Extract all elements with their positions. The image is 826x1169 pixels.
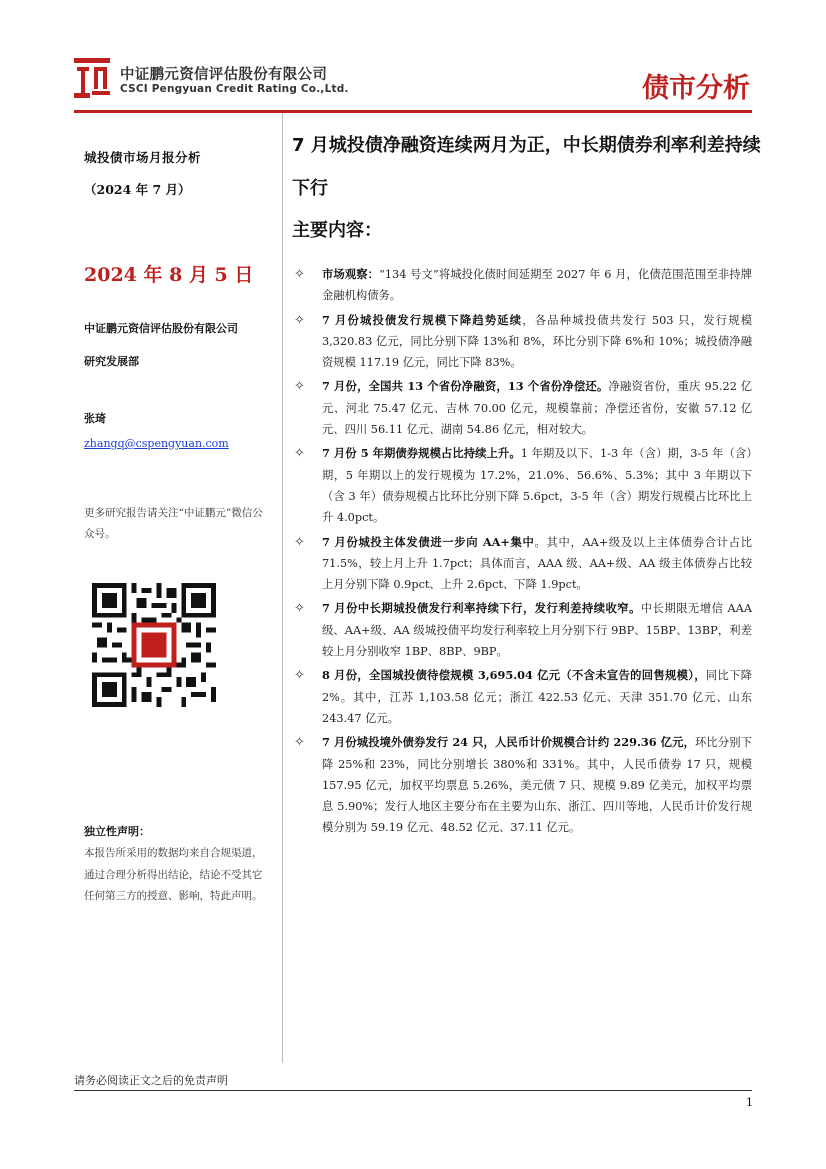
wechat-note: 更多研究报告请关注“中证鹏元”微信公众号。: [84, 507, 263, 540]
list-item: [292, 310, 752, 374]
diamond-bullet-icon: ✧: [294, 735, 305, 751]
bullet-lead: 8 月份，全国城投债待偿规模 3,695.04 亿元（不含未宣告的回售规模），: [322, 668, 706, 683]
bullet-text: ，各品种城投债共发行 503 只，发行规模 3,320.83 亿元，同比分别下降 13%和 8%，环比分别下降 6%和 10%；城投债净融资规模 117.19 亿元，同比下降 83%。: [322, 313, 752, 370]
footer-divider: [74, 1090, 752, 1091]
author-name: 张琦: [84, 412, 106, 425]
diamond-bullet-icon: ✧: [294, 534, 305, 550]
list-item: [292, 264, 752, 307]
diamond-bullet-icon: ✧: [294, 267, 305, 282]
list-item: [292, 665, 752, 729]
bullet-text: 同比下降 2%。其中，江苏 1,103.58 亿元；浙江 422.53 亿元、天津 351.70 亿元、山东 243.47 亿元。: [322, 669, 752, 725]
report-period: （2024 年 7 月）: [84, 182, 191, 197]
header-divider: [74, 110, 752, 113]
bullet-lead: 市场观察：: [322, 267, 380, 281]
diamond-bullet-icon: ✧: [294, 446, 305, 462]
list-item: [292, 376, 752, 440]
qr-code-icon: [92, 583, 216, 707]
list-item: [292, 732, 752, 838]
list-item: [292, 598, 752, 662]
company-name-cn: 中证鹏元资信评估股份有限公司: [120, 67, 328, 83]
diamond-bullet-icon: ✧: [294, 668, 305, 684]
main-content-heading: 主要内容：: [292, 220, 382, 241]
bullet-lead: 7 月份，全国共 13 个省份净融资，13 个省份净偿还。: [322, 379, 609, 394]
bullet-text: 净融资省份，重庆 95.22 亿元、河北 75.47 亿元、吉林 70.00 亿元，规模靠前；净偿还省份，安徽 57.12 亿元、四川 56.11 亿元、湖南 54.86 亿元，相对较大。: [322, 380, 752, 437]
list-item: [292, 443, 752, 528]
report-series: 城投债市场月报分析: [84, 150, 202, 165]
list-item: [292, 532, 752, 596]
column-divider: [282, 113, 283, 1063]
bullet-lead: 7 月份城投境外债券发行 24 只，人民币计价规模合计约 229.36 亿元，: [322, 735, 695, 750]
independence-statement: 本报告所采用的数据均来自合规渠道，通过合理分析得出结论，结论不受其它任何第三方的授意、影响，特此声明。: [84, 847, 263, 902]
bullet-text: 。其中，AA+级及以上主体债券合计占比 71.5%，较上月上升 1.7pct；具体而言，AAA 级、AA+级、AA 级主体债券占比较上月分别下降 0.9pct、上升 2.6pct、下降 1.9pct。: [322, 535, 752, 592]
csci-logo-icon: [74, 58, 110, 98]
bullet-lead: 7 月份 5 年期债券规模占比持续上升。: [322, 446, 521, 461]
author-email-link[interactable]: zhangq@cspengyuan.com: [84, 437, 229, 450]
company-name-en: CSCI Pengyuan Credit Rating Co.,Ltd.: [120, 83, 349, 95]
bullet-text: “134 号文”将城投化债时间延期至 2027 年 6 月，化债范围范围至非持牌金融机构债务。: [322, 268, 752, 303]
disclaimer-note: 请务必阅读正文之后的免责声明: [74, 1074, 228, 1087]
organization-name: 中证鹏元资信评估股份有限公司: [84, 322, 238, 335]
page-number: 1: [746, 1096, 753, 1109]
report-title: 7 月城投债净融资连续两月为正，中长期债券利率利差持续下行: [292, 135, 761, 199]
independence-title: 独立性声明：: [84, 825, 150, 838]
diamond-bullet-icon: ✧: [294, 601, 305, 617]
bullet-lead: 7 月份城投债发行规模下降趋势延续: [322, 312, 523, 327]
diamond-bullet-icon: ✧: [294, 312, 305, 328]
bullet-lead: 7 月份城投主体发债进一步向 AA+集中: [322, 534, 535, 549]
bullet-text: 中长期限无增信 AAA 级、AA+级、AA 级城投债平均发行利率较上月分别下行 9BP、15BP、13BP，利差较上月分别收窄 1BP、8BP、9BP。: [322, 602, 752, 659]
report-type-label: 债市分析: [642, 73, 750, 104]
report-date: 2024 年 8 月 5 日: [84, 264, 254, 286]
bullet-lead: 7 月份中长期城投债发行利率持续下行，发行利差持续收窄。: [322, 601, 641, 616]
summary-list: [292, 264, 752, 842]
diamond-bullet-icon: ✧: [294, 379, 305, 395]
bullet-text: 1 年期及以下、1-3 年（含）期，3-5 年（含）期，5 年期以上的发行规模为 17.2%，21.0%、56.6%、5.3%；其中 3 年期以下（含 3 年）债券规模占比环比分别下降 5.6pct，3-5 年（含）期发行规模占比环比上升 4.0pct。: [322, 447, 752, 525]
bullet-text: 环比分别下降 25%和 23%，同比分别增长 380%和 331%。其中，人民币债券 17 只，规模 157.95 亿元，加权平均票息 5.26%，美元债 7 只、规模 9.89 亿美元，加权平均票息 5.90%；发行人地区主要分布在主要为山东、浙江、四川等地，人民币计价发行规模分别为 59.19 亿元、48.52 亿元、37.11 亿元。: [322, 736, 752, 835]
department-name: 研究发展部: [84, 355, 139, 368]
